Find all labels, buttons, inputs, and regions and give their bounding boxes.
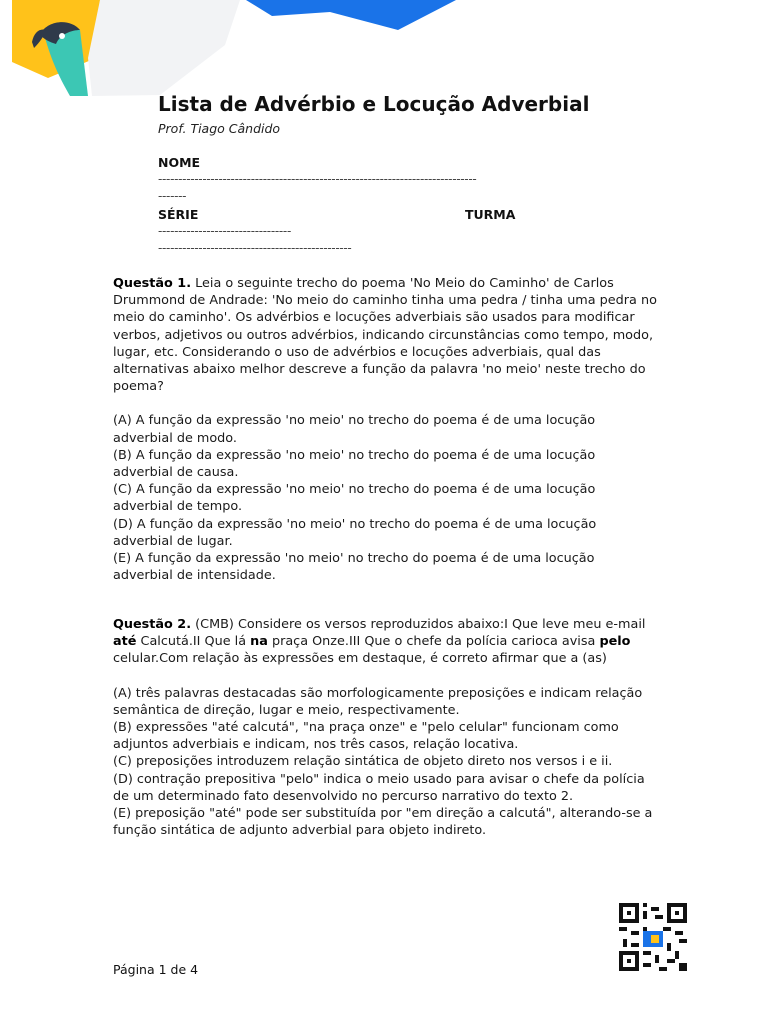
question-2: [113, 616, 658, 839]
highlight-pelo: pelo: [599, 634, 631, 650]
blue-shape: [246, 0, 456, 30]
question-1-options: [113, 412, 658, 584]
option-e[interactable]: (E) A função da expressão 'no meio' no trecho do poema é de uma locução adverbial de intensidade.: [113, 551, 595, 584]
highlight-ate: até: [113, 634, 137, 650]
class-line[interactable]: ------------------------------------------------: [158, 241, 352, 255]
option-e[interactable]: (E) preposição "até" pode ser substituída por "em direção a calcutá", alterando-se a função sintática de adjunto adverbial para objeto indireto.: [113, 806, 653, 839]
author-name: Prof. Tiago Cândido: [158, 121, 281, 136]
name-label: NOME: [158, 155, 201, 170]
question-2-text-part: (CMB) Considere os versos reproduzidos abaixo:I Que leve meu e-mail: [195, 617, 646, 632]
option-c[interactable]: (C) preposições introduzem relação sintática de objeto direto nos versos i e ii.: [113, 754, 613, 770]
option-d[interactable]: (D) contração prepositiva "pelo" indica o meio usado para avisar o chefe da polícia de um determinado fato desenvolvido no percurso narrativo do texto 2.: [113, 771, 645, 804]
question-1-statement: [113, 275, 658, 395]
question-2-text-part: celular.Com relação às expressões em destaque, é correto afirmar que a (as): [113, 651, 607, 667]
qr-code-icon[interactable]: [619, 903, 687, 971]
question-2-statement: [113, 616, 658, 668]
option-d[interactable]: (D) A função da expressão 'no meio' no trecho do poema é de uma locução adverbial de lugar.: [113, 516, 597, 549]
highlight-na: na: [250, 634, 268, 650]
class-label: TURMA: [465, 207, 516, 222]
question-1-label: Questão 1.: [113, 276, 192, 291]
question-2-options: [113, 685, 658, 840]
option-b[interactable]: (B) expressões "até calcutá", "na praça onze" e "pelo celular" funcionam como adjuntos adverbiais e indicam, nos três casos, relação locativa.: [113, 720, 619, 753]
question-2-label: Questão 2.: [113, 617, 192, 632]
question-1: [113, 275, 658, 584]
series-line[interactable]: ---------------------------------: [158, 224, 291, 238]
question-1-text: Leia o seguinte trecho do poema 'No Meio do Caminho' de Carlos Drummond de Andrade: 'No meio do caminho tinha uma pedra / tinha uma pedra no meio do caminho'. Os advérbios e locuções adverbiais são usados para modificar verbos, adjetivos ou outros advérbios, indicando circunstâncias como tempo, modo, lugar, etc. Considerando o uso de advérbios e locuções adverbiais, qual das alternativas abaixo melhor descreve a função da palavra 'no meio' neste trecho do poema?: [113, 276, 657, 395]
option-a[interactable]: (A) A função da expressão 'no meio' no trecho do poema é de uma locução adverbial de modo.: [113, 413, 596, 446]
option-b[interactable]: (B) A função da expressão 'no meio' no trecho do poema é de uma locução adverbial de causa.: [113, 447, 596, 481]
name-line[interactable]: -------------------------------------------------------------------------------: [158, 172, 477, 186]
option-c[interactable]: (C) A função da expressão 'no meio' no trecho do poema é de uma locução adverbial de tempo.: [113, 482, 596, 515]
document-title: Lista de Advérbio e Locução Adverbial: [158, 92, 590, 116]
page-number: Página 1 de 4: [113, 962, 199, 977]
name-line-continued: -------: [158, 189, 187, 203]
series-label: SÉRIE: [158, 207, 199, 222]
question-2-text-part: Calcutá.II Que lá: [136, 634, 251, 650]
question-2-text-part: praça Onze.III Que o chefe da polícia carioca avisa: [267, 634, 600, 650]
light-shape: [88, 0, 240, 96]
option-a[interactable]: (A) três palavras destacadas são morfologicamente preposições e indicam relação semântica de direção, lugar e meio, respectivamente.: [113, 685, 643, 718]
